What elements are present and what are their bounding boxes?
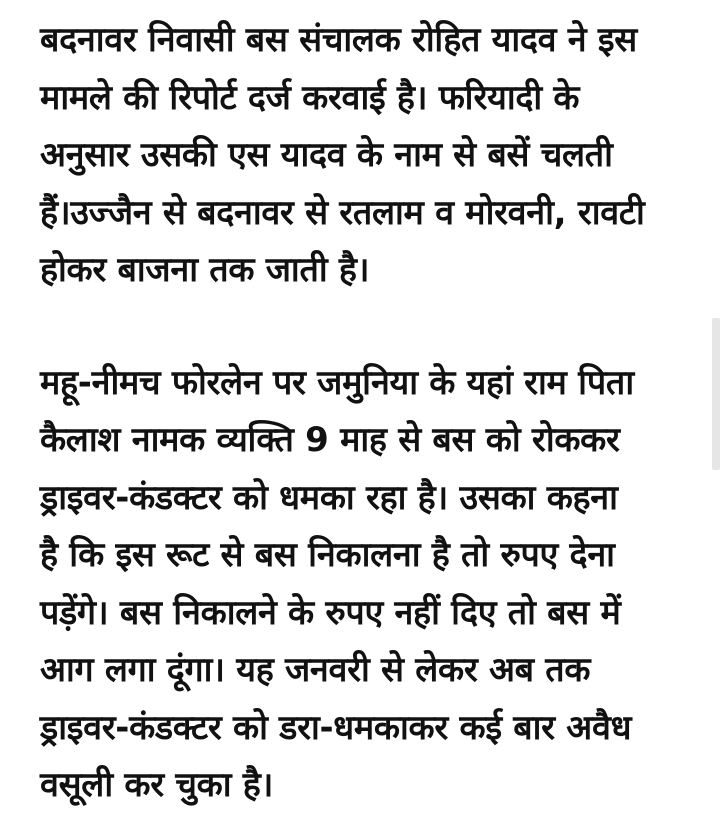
text-line: आग लगा दूंगा। यह जनवरी से लेकर अब तक: [40, 650, 591, 690]
text-line: है कि इस रूट से बस निकालना है तो रुपए देना: [40, 535, 615, 575]
text-line: ड्राइवर-कंडक्टर को धमका रहा है। उसका कहना: [40, 477, 618, 518]
scrollbar-thumb[interactable]: [712, 318, 720, 470]
text-line: पड़ेंगे। बस निकालने के रुपए नहीं दिए तो बस में: [40, 592, 621, 633]
text-line: कैलाश नामक व्यक्ति 9 माह से बस को रोककर: [40, 420, 620, 460]
paragraph-2: [40, 355, 690, 815]
text-line: बदनावर निवासी बस संचालक रोहित यादव ने इस: [40, 20, 637, 60]
text-line: ड्राइवर-कंडक्टर को डरा-धमकाकर कई बार अवैध: [40, 707, 632, 748]
text-line: वसूली कर चुका है।: [40, 765, 274, 805]
text-line: होकर बाजना तक जाती है।: [40, 250, 370, 290]
paragraph-spacer: [40, 300, 690, 355]
paragraph-1: [40, 12, 690, 300]
text-line: महू-नीमच फोरलेन पर जमुनिया के यहां राम पिता: [40, 362, 634, 403]
text-line: हैं।उज्जैन से बदनावर से रतलाम व मोरवनी, रावटी: [40, 192, 645, 233]
text-line: अनुसार उसकी एस यादव के नाम से बसें चलती: [40, 135, 613, 175]
text-line: मामले की रिपोर्ट दर्ज करवाई है। फरियादी के: [40, 77, 580, 118]
article-body: [40, 12, 690, 815]
